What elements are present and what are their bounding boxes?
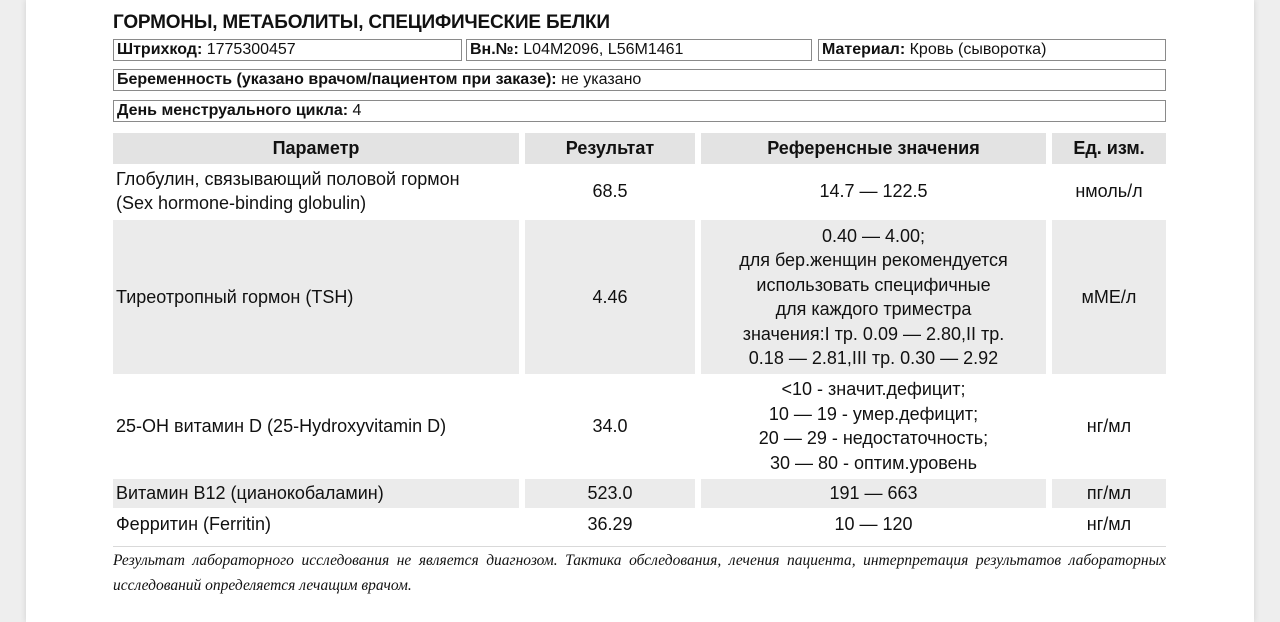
reference-line: <10 - значит.дефицит; xyxy=(781,379,966,399)
footer-divider xyxy=(113,546,1166,547)
barcode-value: 1775300457 xyxy=(206,41,296,58)
material-value: Кровь (сыворотка) xyxy=(909,41,1047,58)
header-unit: Ед. изм. xyxy=(1052,133,1166,164)
reference-line: 20 — 29 - недостаточность; xyxy=(758,428,989,448)
reference-line: использовать специфичные xyxy=(756,274,991,295)
pregnancy-box xyxy=(113,69,1166,91)
reference-line: 10 — 19 - умер.дефицит; xyxy=(768,403,979,424)
reference-line: для бер.женщин рекомендуется xyxy=(739,250,1008,270)
internal-number-label: Вн.№: xyxy=(470,41,519,58)
barcode-label: Штрихкод: xyxy=(117,41,203,58)
table-row-unit: нг/мл xyxy=(1086,514,1132,535)
table-row-reference: 10 — 120 xyxy=(834,514,913,535)
table-row-result: 36.29 xyxy=(587,514,633,535)
reference-line: 0.40 — 4.00; xyxy=(821,225,926,246)
section-title: ГОРМОНЫ, МЕТАБОЛИТЫ, СПЕЦИФИЧЕСКИЕ БЕЛКИ xyxy=(113,12,610,33)
header-reference: Референсные значения xyxy=(701,133,1046,164)
table-row-unit: нг/мл xyxy=(1086,415,1132,436)
table-row-reference xyxy=(701,220,1046,374)
table-row-reference xyxy=(701,377,1046,475)
table-row-result: 523.0 xyxy=(525,479,695,508)
table-row-result: 34.0 xyxy=(592,415,628,436)
table-row-reference: 191 — 663 xyxy=(701,479,1046,508)
cycle-day-box xyxy=(113,100,1166,122)
table-row-param: Витамин B12 (цианокобаламин) xyxy=(113,479,519,508)
table-row-unit: нмоль/л xyxy=(1075,180,1143,201)
material-label: Материал: xyxy=(822,41,906,58)
param-line: (Sex hormone-binding globulin) xyxy=(116,193,367,213)
reference-line: 30 — 80 - оптим.уровень xyxy=(770,452,977,473)
reference-line: 0.18 — 2.81,III тр. 0.30 — 2.92 xyxy=(748,348,999,368)
reference-line: для каждого триместра xyxy=(775,299,972,319)
table-row-unit: пг/мл xyxy=(1052,479,1166,508)
table-row-param: Тиреотропный гормон (TSH) xyxy=(113,220,519,374)
param-line: Глобулин, связывающий половой гормон xyxy=(116,168,460,189)
barcode-box xyxy=(113,39,462,61)
table-row-result: 68.5 xyxy=(592,180,628,201)
pregnancy-value: не указано xyxy=(561,71,642,88)
table-row-param: Ферритин (Ferritin) xyxy=(116,514,272,535)
reference-line: значения:I тр. 0.09 — 2.80,II тр. xyxy=(742,323,1005,344)
cycle-day-value: 4 xyxy=(352,102,362,119)
cycle-day-label: День менструального цикла: xyxy=(117,102,349,119)
header-result: Результат xyxy=(525,133,695,164)
table-row-param xyxy=(113,166,519,216)
internal-number-box xyxy=(466,39,812,61)
header-parameter: Параметр xyxy=(113,133,519,164)
table-row-unit: мМЕ/л xyxy=(1052,220,1166,374)
internal-number-value: L04M2096, L56M1461 xyxy=(523,41,684,58)
table-row-result: 4.46 xyxy=(525,220,695,374)
table-row-reference: 14.7 — 122.5 xyxy=(819,180,928,201)
pregnancy-label: Беременность (указано врачом/пациентом при заказе): xyxy=(117,71,557,88)
table-row-param: 25-OH витамин D (25-Hydroxyvitamin D) xyxy=(116,415,447,436)
material-box xyxy=(818,39,1166,61)
footer-note: Результат лабораторного исследования не является диагнозом. Тактика обследования, лечения пациента, интерпретация результатов лабораторных исследований определяется лечащим врачом. xyxy=(113,552,1166,594)
